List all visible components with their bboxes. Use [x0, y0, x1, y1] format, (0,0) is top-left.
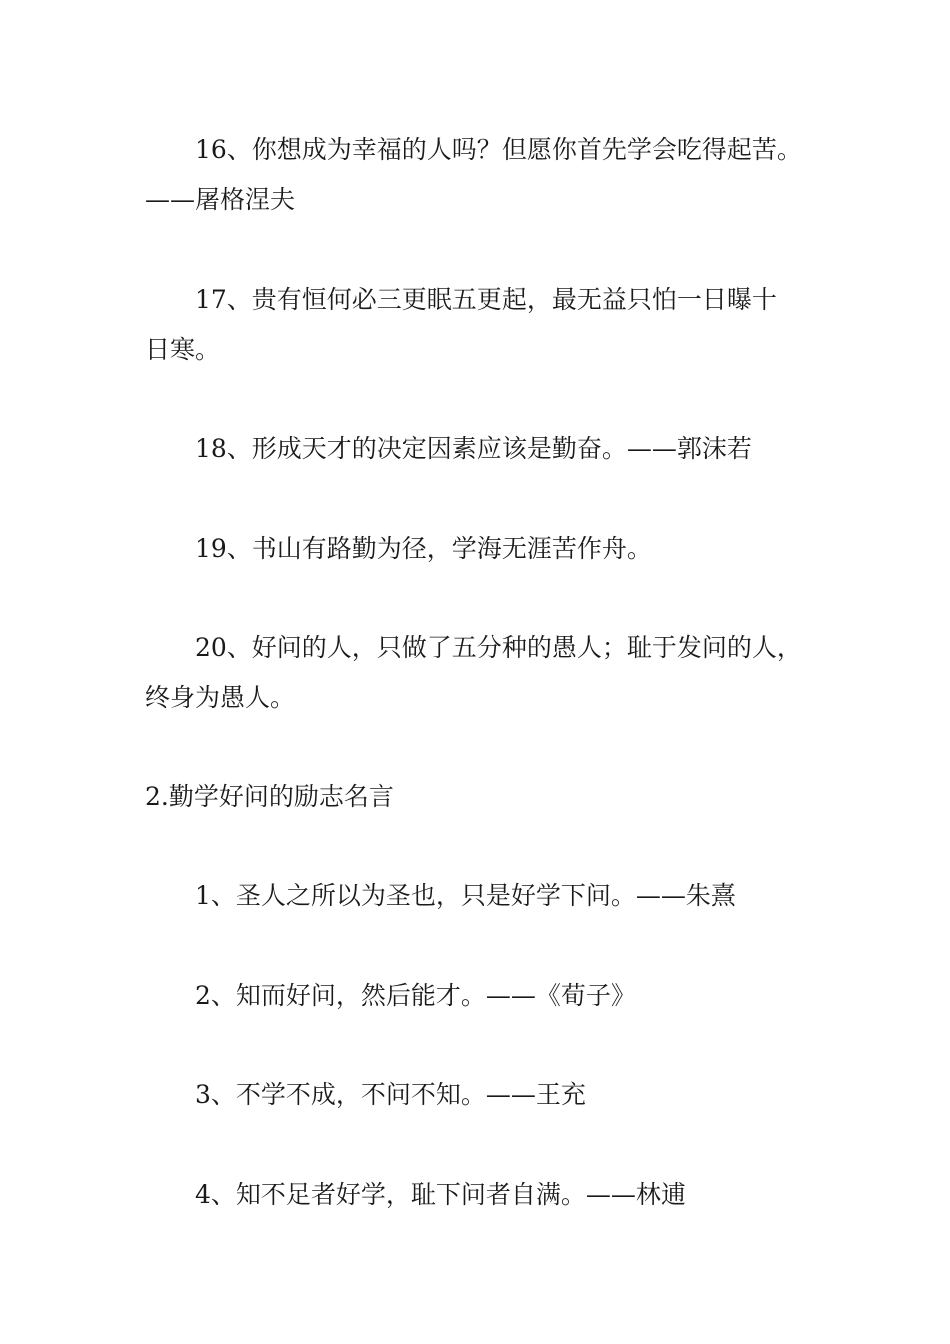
quote-20 — [145, 623, 810, 723]
quote-16 — [145, 125, 810, 225]
section-quote-3: 3、不学不成，不问不知。——王充 — [195, 1080, 586, 1109]
quote-19 — [145, 524, 810, 574]
quote-17-line-2: 日寒。 — [145, 335, 221, 364]
quote-17-line-1: 17、贵有恒何必三更眠五更起，最无益只怕一日曝十 — [195, 285, 777, 314]
section-quote-2: 2、知而好问，然后能才。——《荀子》 — [195, 981, 636, 1010]
quote-16-line-1: 16、你想成为幸福的人吗？但愿你首先学会吃得起苦。 — [195, 135, 802, 164]
section-quote-1: 1、圣人之所以为圣也，只是好学下问。——朱熹 — [195, 881, 736, 910]
quote-17 — [145, 275, 810, 375]
section-quote-4: 4、知不足者好学，耻下问者自满。——林逋 — [195, 1180, 686, 1209]
quote-19-line-1: 19、书山有路勤为径，学海无涯苦作舟。 — [195, 534, 652, 563]
section-heading: 2.勤学好问的励志名言 — [145, 782, 394, 811]
quote-18 — [145, 424, 810, 474]
quote-18-line-1: 18、形成天才的决定因素应该是勤奋。——郭沫若 — [195, 434, 752, 463]
quote-20-line-1: 20、好问的人，只做了五分种的愚人；耻于发问的人， — [195, 633, 802, 662]
quote-20-line-2: 终身为愚人。 — [145, 683, 296, 712]
quote-16-line-2: ——屠格涅夫 — [145, 185, 296, 214]
